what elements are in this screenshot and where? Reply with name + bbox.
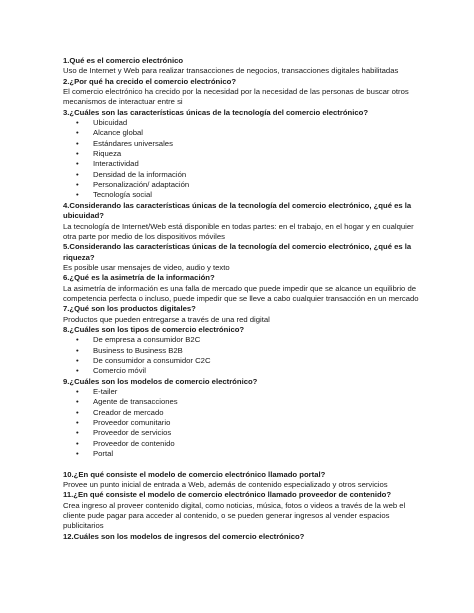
answer-10: Provee un punto inicial de entrada a Web, además de contenido especializado y otros servicios bbox=[63, 480, 388, 490]
document-page bbox=[63, 56, 423, 542]
list-item: • Densidad de la información bbox=[63, 170, 423, 180]
answer-7: Productos que pueden entregarse a través de una red digital bbox=[63, 314, 270, 324]
answer-8-list bbox=[63, 335, 423, 376]
answer-6: La asimetría de información es una falla de mercado que puede impedir que se alcance un equilibrio de competencia perfecta o incluso, puede impedir que se lleve a cabo cualquier transacción en un mercado bbox=[63, 283, 419, 303]
list-item: • Ubicuidad bbox=[63, 118, 423, 128]
answer-3-list bbox=[63, 118, 423, 201]
list-item: • Riqueza bbox=[63, 149, 423, 159]
question-9: 9.¿Cuáles son los modelos de comercio electrónico? bbox=[63, 376, 258, 386]
question-3: 3.¿Cuáles son las características únicas de la tecnología del comercio electrónico? bbox=[63, 107, 369, 117]
answer-2: El comercio electrónico ha crecido por la necesidad por la necesidad de las personas de buscar otros mecanismos de interactuar entre si bbox=[63, 87, 409, 107]
question-10: 10.¿En qué consiste el modelo de comercio electrónico llamado portal? bbox=[63, 469, 326, 479]
list-item: • Proveedor de servicios bbox=[63, 428, 423, 438]
list-item: • Interactividad bbox=[63, 159, 423, 169]
list-item: • Portal bbox=[63, 449, 423, 459]
question-7: 7.¿Qué son los productos digitales? bbox=[63, 304, 196, 314]
answer-9-list bbox=[63, 387, 423, 459]
question-6: 6.¿Qué es la asimetría de la información? bbox=[63, 273, 215, 283]
answer-4: La tecnología de Internet/Web está disponible en todas partes: en el trabajo, en el hogar y en cualquier otra parte por medio de los dispositivos móviles bbox=[63, 221, 414, 241]
list-item: • De empresa a consumidor B2C bbox=[63, 335, 423, 345]
list-item: • Agente de transacciones bbox=[63, 397, 423, 407]
question-11: 11.¿En qué consiste el modelo de comercio electrónico llamado proveedor de contenido? bbox=[63, 490, 392, 500]
blank-line bbox=[63, 459, 423, 469]
list-item: • Personalización/ adaptación bbox=[63, 180, 423, 190]
answer-1: Uso de Internet y Web para realizar transacciones de negocios, transacciones digitales habilitadas bbox=[63, 66, 399, 76]
list-item: • Proveedor de contenido bbox=[63, 439, 423, 449]
list-item: • Alcance global bbox=[63, 128, 423, 138]
answer-5: Es posible usar mensajes de video, audio y texto bbox=[63, 262, 230, 272]
list-item: • Estándares universales bbox=[63, 139, 423, 149]
question-8: 8.¿Cuáles son los tipos de comercio electrónico? bbox=[63, 324, 245, 334]
question-2: 2.¿Por qué ha crecido el comercio electrónico? bbox=[63, 76, 237, 86]
list-item: • Proveedor comunitario bbox=[63, 418, 423, 428]
question-12: 12.Cuáles son los modelos de ingresos del comercio electrónico? bbox=[63, 531, 305, 541]
question-4: 4.Considerando las características únicas de la tecnología del comercio electrónico, ¿qué es la ubicuidad? bbox=[63, 200, 412, 221]
answer-11: Crea ingreso al proveer contenido digital, como noticias, música, fotos o videos a través de la web el cliente pude pagar para acceder al contenido, o se pueden generar ingresos al vender espacios publicitarios bbox=[63, 500, 406, 531]
list-item: • Business to Business B2B bbox=[63, 346, 423, 356]
list-item: • De consumidor a consumidor C2C bbox=[63, 356, 423, 366]
list-item: • E-tailer bbox=[63, 387, 423, 397]
list-item: • Tecnología social bbox=[63, 190, 423, 200]
question-1: 1.Qué es el comercio electrónico bbox=[63, 56, 184, 65]
question-5: 5.Considerando las características únicas de la tecnología del comercio electrónico, ¿qué es la riqueza? bbox=[63, 242, 412, 262]
list-item: • Creador de mercado bbox=[63, 408, 423, 418]
list-item: • Comercio móvil bbox=[63, 366, 423, 376]
